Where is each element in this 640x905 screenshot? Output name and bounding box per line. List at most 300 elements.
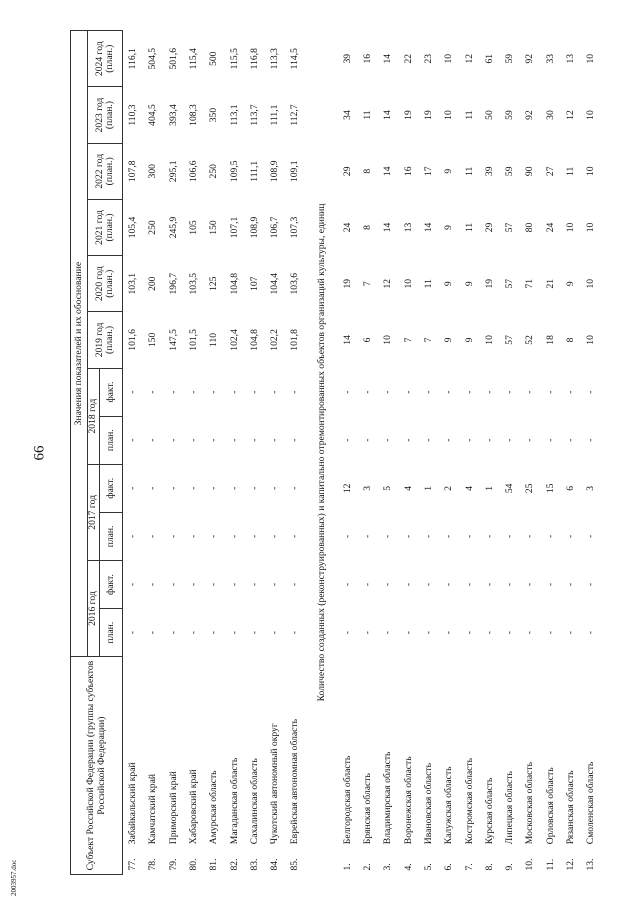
cell-2018-plan: -: [544, 438, 556, 442]
cell-2020: 104,8: [228, 272, 240, 295]
row-number: 3.: [382, 863, 394, 871]
cell-2016-plan: -: [188, 631, 199, 635]
cell-2018-fact: -: [402, 390, 414, 394]
cell-2016-plan: -: [402, 631, 414, 635]
cell-2017-plan: -: [402, 534, 414, 539]
cell-2021: 8: [362, 225, 374, 230]
row-number: 13.: [585, 858, 597, 871]
header-2018: 2018 год: [88, 368, 100, 464]
row-subject: Владимирская область: [382, 751, 394, 845]
cell-2022: 14: [382, 166, 394, 177]
row-subject: Смоленская область: [585, 761, 597, 845]
cell-2024: 12: [463, 53, 475, 64]
cell-2017-fact: -: [248, 486, 260, 490]
cell-2024: 33: [544, 53, 556, 64]
cell-2019: 6: [362, 337, 374, 343]
cell-2017-fact: -: [269, 486, 281, 490]
cell-2016-fact: -: [402, 582, 414, 587]
cell-2020: 12: [382, 278, 394, 289]
cell-2016-plan: -: [463, 631, 475, 635]
cell-2024: 10: [585, 53, 597, 64]
cell-2018-fact: -: [524, 390, 536, 394]
cell-2023: 110,3: [127, 104, 139, 126]
row-number: 84.: [269, 858, 281, 871]
cell-2018-fact: -: [269, 390, 281, 394]
cell-2018-plan: -: [208, 438, 220, 442]
row-subject: Хабаровский край: [188, 769, 199, 845]
cell-2019: 101,8: [289, 329, 301, 351]
header-2018-plan: план.: [100, 416, 123, 464]
cell-2019: 57: [504, 335, 516, 345]
cell-2016-fact: -: [341, 582, 353, 587]
row-number: 79.: [167, 858, 179, 871]
header-values: Значения показателей и их обоснование: [71, 31, 88, 657]
row-subject: Камчатский край: [147, 774, 159, 845]
cell-2017-plan: -: [382, 534, 394, 539]
cell-2019: 7: [402, 337, 414, 343]
cell-2022: 9: [443, 168, 455, 174]
cell-2020: 200: [147, 276, 159, 291]
cell-2017-fact: 4: [463, 485, 475, 491]
cell-2016-fact: -: [565, 582, 577, 587]
table-row: [265, 31, 285, 875]
cell-2016-fact: -: [208, 582, 220, 587]
cell-2020: 103,6: [289, 272, 301, 295]
row-subject: Магаданская область: [228, 757, 240, 845]
cell-2021: 245,9: [167, 216, 179, 239]
cell-2023: 92: [524, 110, 536, 120]
table-row: [164, 31, 184, 875]
cell-2016-fact: -: [362, 582, 374, 587]
cell-2023: 113,1: [228, 104, 240, 126]
cell-2016-plan: -: [544, 631, 556, 635]
cell-2023: 19: [422, 110, 434, 120]
cell-2024: 16: [362, 53, 374, 64]
table-row: [541, 31, 561, 875]
cell-2024: 39: [341, 53, 353, 64]
cell-2018-fact: -: [483, 390, 495, 394]
cell-2016-plan: -: [382, 631, 394, 635]
header-2023: 2023 год (план.): [88, 87, 123, 143]
cell-2016-plan: -: [127, 631, 139, 635]
row-number: 7.: [463, 863, 475, 871]
header-subject: Субъект Российской Федерации (группы субъектов Российской Федерации): [71, 657, 123, 875]
cell-2016-plan: -: [228, 631, 240, 635]
cell-2020: 57: [504, 278, 516, 289]
cell-2016-fact: -: [188, 582, 199, 587]
cell-2016-plan: -: [443, 631, 455, 635]
cell-2018-plan: -: [382, 438, 394, 442]
cell-2020: 71: [524, 278, 536, 289]
cell-2017-fact: 12: [341, 483, 353, 494]
cell-2022: 109,1: [289, 160, 301, 183]
cell-2023: 34: [341, 110, 353, 120]
cell-2017-fact: 1: [483, 485, 495, 491]
cell-2024: 113,3: [269, 48, 281, 70]
cell-2023: 11: [362, 110, 374, 120]
cell-2017-fact: -: [188, 486, 199, 490]
table-row: [204, 31, 224, 875]
cell-2016-fact: -: [228, 582, 240, 587]
cell-2021: 14: [382, 222, 394, 233]
cell-2019: 7: [422, 337, 434, 343]
cell-2018-fact: -: [147, 390, 159, 394]
cell-2019: 101,6: [127, 329, 139, 351]
cell-2017-fact: 54: [504, 483, 516, 494]
row-number: 10.: [524, 858, 536, 871]
cell-2024: 23: [422, 53, 434, 64]
cell-2018-fact: -: [289, 390, 301, 394]
cell-2018-plan: -: [362, 438, 374, 442]
cell-2023: 59: [504, 110, 516, 120]
row-subject: Сахалинская область: [248, 758, 260, 845]
cell-2019: 101,5: [188, 329, 199, 351]
header-2022: 2022 год (план.): [88, 143, 123, 199]
cell-2019: 9: [443, 337, 455, 343]
cell-2017-plan: -: [524, 534, 536, 539]
cell-2023: 350: [208, 107, 220, 123]
cell-2021: 108,9: [248, 216, 260, 239]
cell-2024: 61: [483, 53, 495, 64]
cell-2021: 24: [341, 222, 353, 233]
cell-2018-fact: -: [208, 390, 220, 394]
header-2019: 2019 год (план.): [88, 312, 123, 368]
cell-2023: 11: [463, 110, 475, 120]
cell-2017-fact: 1: [422, 485, 434, 491]
cell-2017-plan: -: [269, 534, 281, 539]
table-row: [459, 31, 479, 875]
cell-2018-fact: -: [127, 390, 139, 394]
row-number: 82.: [228, 858, 240, 871]
cell-2016-fact: -: [524, 582, 536, 587]
cell-2022: 8: [362, 168, 374, 174]
header-2017: 2017 год: [88, 464, 100, 560]
cell-2016-fact: -: [127, 582, 139, 587]
cell-2024: 92: [524, 53, 536, 64]
cell-2021: 150: [208, 220, 220, 235]
table-row: [285, 31, 305, 875]
cell-2022: 11: [565, 166, 577, 176]
cell-2016-plan: -: [585, 631, 597, 635]
cell-2021: 29: [483, 222, 495, 233]
cell-2017-fact: -: [289, 486, 301, 490]
table-row: [358, 31, 378, 875]
cell-2018-fact: -: [228, 390, 240, 394]
row-subject: Белгородская область: [341, 755, 353, 845]
cell-2023: 12: [565, 110, 577, 120]
cell-2022: 16: [402, 166, 414, 177]
cell-2021: 250: [147, 220, 159, 235]
cell-2016-fact: -: [248, 582, 260, 587]
cell-2018-plan: -: [228, 438, 240, 442]
cell-2023: 10: [443, 110, 455, 120]
cell-2022: 29: [341, 166, 353, 177]
header-2016-plan: план.: [100, 609, 123, 657]
cell-2017-plan: -: [228, 534, 240, 539]
cell-2023: 111,1: [269, 104, 281, 126]
cell-2022: 295,1: [167, 160, 179, 183]
cell-2018-fact: -: [362, 390, 374, 394]
cell-2018-plan: -: [341, 438, 353, 442]
cell-2017-fact: 15: [544, 483, 556, 494]
cell-2017-plan: -: [422, 534, 434, 539]
cell-2017-fact: -: [127, 486, 139, 490]
cell-2019: 9: [463, 337, 475, 343]
cell-2021: 13: [402, 222, 414, 233]
cell-2021: 11: [463, 222, 475, 233]
cell-2020: 103,1: [127, 272, 139, 295]
cell-2018-fact: -: [382, 390, 394, 394]
cell-2018-plan: -: [289, 438, 301, 442]
cell-2017-fact: -: [208, 486, 220, 490]
row-number: 77.: [127, 858, 139, 871]
table-body: [123, 31, 602, 875]
page-number: 66: [31, 445, 48, 461]
cell-2016-plan: -: [422, 631, 434, 635]
cell-2018-plan: -: [524, 438, 536, 442]
cell-2018-fact: -: [565, 390, 577, 394]
cell-2022: 39: [483, 166, 495, 177]
cell-2016-fact: -: [544, 582, 556, 587]
row-subject: Рязанская область: [565, 770, 577, 845]
table-row: [245, 31, 265, 875]
cell-2024: 500: [208, 51, 220, 66]
cell-2018-fact: -: [188, 390, 199, 394]
cell-2022: 106,6: [188, 160, 199, 183]
cell-2016-fact: -: [382, 582, 394, 587]
section-title: Количество созданных (реконструированных) и капитально отремонтированных объектов организаций культуры, единиц: [315, 203, 327, 702]
table-row: [500, 31, 520, 875]
cell-2022: 10: [585, 166, 597, 177]
cell-2019: 147,5: [167, 329, 179, 351]
cell-2022: 109,5: [228, 160, 240, 183]
cell-2019: 102,4: [228, 329, 240, 351]
cell-2017-fact: 2: [443, 485, 455, 491]
cell-2019: 10: [585, 335, 597, 345]
cell-2016-plan: -: [147, 631, 159, 635]
table-row: [520, 31, 540, 875]
table-header: [71, 31, 123, 875]
row-subject: Костромская область: [463, 758, 475, 845]
cell-2021: 105: [188, 220, 199, 235]
cell-2023: 112,7: [289, 104, 301, 126]
cell-2018-plan: -: [147, 438, 159, 442]
cell-2018-plan: -: [127, 438, 139, 442]
cell-2022: 300: [147, 164, 159, 179]
cell-2019: 102,2: [269, 329, 281, 351]
cell-2018-plan: -: [422, 438, 434, 442]
cell-2023: 108,3: [188, 104, 199, 126]
row-number: 4.: [402, 863, 414, 871]
row-number: 83.: [248, 858, 260, 871]
cell-2024: 114,5: [289, 48, 301, 70]
cell-2021: 107,3: [289, 216, 301, 239]
header-2018-fact: факт.: [100, 368, 123, 416]
cell-2023: 393,4: [167, 104, 179, 126]
cell-2017-plan: -: [147, 534, 159, 539]
cell-2016-fact: -: [289, 582, 301, 587]
cell-2022: 90: [524, 166, 536, 177]
cell-2023: 30: [544, 110, 556, 120]
cell-2018-fact: -: [341, 390, 353, 394]
cell-2020: 9: [463, 281, 475, 287]
header-2017-fact: факт.: [100, 464, 123, 512]
cell-2016-fact: -: [422, 582, 434, 587]
cell-2017-plan: -: [504, 534, 516, 539]
cell-2017-plan: -: [167, 534, 179, 539]
row-number: 80.: [188, 858, 199, 871]
cell-2016-plan: -: [269, 631, 281, 635]
cell-2018-plan: -: [188, 438, 199, 442]
cell-2019: 52: [524, 335, 536, 345]
cell-2016-plan: -: [248, 631, 260, 635]
cell-2024: 504,5: [147, 47, 159, 70]
cell-2018-plan: -: [269, 438, 281, 442]
table-row: [581, 31, 601, 875]
cell-2024: 115,5: [228, 48, 240, 70]
header-2024: 2024 год (план.): [88, 31, 123, 87]
section-row: [312, 31, 332, 875]
cell-2016-plan: -: [565, 631, 577, 635]
table-row: [123, 31, 144, 875]
row-number: 78.: [147, 858, 159, 871]
cell-2019: 104,8: [248, 329, 260, 351]
table-row: [143, 31, 163, 875]
row-number: 8.: [483, 863, 495, 871]
cell-2023: 19: [402, 110, 414, 120]
cell-2017-fact: 4: [402, 485, 414, 491]
header-2021: 2021 год (план.): [88, 199, 123, 255]
cell-2020: 7: [362, 281, 374, 287]
cell-2020: 10: [402, 278, 414, 289]
cell-2022: 11: [463, 166, 475, 176]
rotated-page-content: [70, 30, 610, 875]
row-subject: Приморский край: [167, 771, 179, 845]
table-row: [224, 31, 244, 875]
cell-2017-fact: 5: [382, 485, 394, 491]
cell-2017-plan: -: [443, 534, 455, 539]
cell-2017-plan: -: [208, 534, 220, 539]
cell-2023: 50: [483, 110, 495, 120]
cell-2023: 14: [382, 110, 394, 120]
row-number: 81.: [208, 858, 220, 871]
cell-2021: 14: [422, 222, 434, 233]
cell-2017-plan: -: [585, 534, 597, 539]
cell-2020: 103,5: [188, 272, 199, 295]
header-2020: 2020 год (план.): [88, 256, 123, 312]
row-number: 12.: [565, 858, 577, 871]
cell-2022: 59: [504, 166, 516, 177]
cell-2017-plan: -: [248, 534, 260, 539]
cell-2018-fact: -: [463, 390, 475, 394]
cell-2019: 150: [147, 332, 159, 348]
cell-2018-fact: -: [167, 390, 179, 394]
row-subject: Воронежская область: [402, 756, 414, 845]
row-subject: Московская область: [524, 762, 536, 845]
row-number: 2.: [362, 863, 374, 871]
cell-2017-fact: -: [228, 486, 240, 490]
cell-2018-plan: -: [167, 438, 179, 442]
cell-2016-plan: -: [208, 631, 220, 635]
row-subject: Амурская область: [208, 770, 220, 845]
cell-2021: 10: [585, 222, 597, 233]
table-row: [399, 31, 419, 875]
cell-2021: 10: [565, 222, 577, 233]
cell-2017-plan: -: [565, 534, 577, 539]
cell-2016-fact: -: [167, 582, 179, 587]
row-number: 1.: [341, 863, 353, 871]
cell-2020: 125: [208, 276, 220, 291]
cell-2018-fact: -: [544, 390, 556, 394]
cell-2017-fact: 3: [362, 485, 374, 491]
cell-2024: 10: [443, 53, 455, 64]
cell-2018-plan: -: [248, 438, 260, 442]
cell-2018-plan: -: [443, 438, 455, 442]
cell-2020: 21: [544, 278, 556, 289]
cell-2019: 110: [208, 332, 220, 347]
cell-2016-fact: -: [504, 582, 516, 587]
cell-2022: 27: [544, 166, 556, 177]
cell-2020: 11: [422, 279, 434, 289]
cell-2020: 19: [483, 278, 495, 289]
cell-2016-plan: -: [341, 631, 353, 635]
cell-2020: 19: [341, 278, 353, 289]
cell-2018-plan: -: [402, 438, 414, 442]
cell-2018-fact: -: [248, 390, 260, 394]
row-subject: Чукотский автономный округ: [269, 723, 281, 845]
cell-2016-fact: -: [269, 582, 281, 587]
table-row: [378, 31, 398, 875]
cell-2024: 14: [382, 53, 394, 64]
cell-2018-fact: -: [585, 390, 597, 394]
cell-2017-plan: -: [483, 534, 495, 539]
cell-2024: 501,6: [167, 47, 179, 70]
cell-2024: 59: [504, 53, 516, 64]
cell-2016-plan: -: [289, 631, 301, 635]
cell-2021: 105,4: [127, 216, 139, 239]
table-row: [338, 31, 358, 875]
cell-2023: 404,5: [147, 104, 159, 126]
cell-2018-plan: -: [585, 438, 597, 442]
cell-2016-fact: -: [585, 582, 597, 587]
cell-2016-plan: -: [362, 631, 374, 635]
cell-2017-plan: -: [544, 534, 556, 539]
cell-2020: 9: [565, 281, 577, 287]
cell-2024: 22: [402, 53, 414, 64]
cell-2020: 10: [585, 278, 597, 289]
cell-2020: 104,4: [269, 272, 281, 295]
table-row: [480, 31, 500, 875]
cell-2017-fact: 3: [585, 485, 597, 491]
cell-2021: 57: [504, 222, 516, 233]
cell-2017-plan: -: [289, 534, 301, 539]
cell-2021: 107,1: [228, 216, 240, 239]
cell-2016-fact: -: [463, 582, 475, 587]
row-subject: Курская область: [483, 777, 495, 845]
cell-2017-plan: -: [463, 534, 475, 539]
cell-2017-fact: 6: [565, 485, 577, 491]
cell-2020: 196,7: [167, 272, 179, 295]
cell-2016-plan: -: [167, 631, 179, 635]
cell-2020: 9: [443, 281, 455, 287]
header-2017-plan: план.: [100, 512, 123, 560]
cell-2017-plan: -: [341, 534, 353, 539]
cell-2017-fact: 25: [524, 483, 536, 494]
table-row: [419, 31, 439, 875]
cell-2016-plan: -: [504, 631, 516, 635]
cell-2018-fact: -: [422, 390, 434, 394]
header-2016: 2016 год: [88, 560, 100, 656]
